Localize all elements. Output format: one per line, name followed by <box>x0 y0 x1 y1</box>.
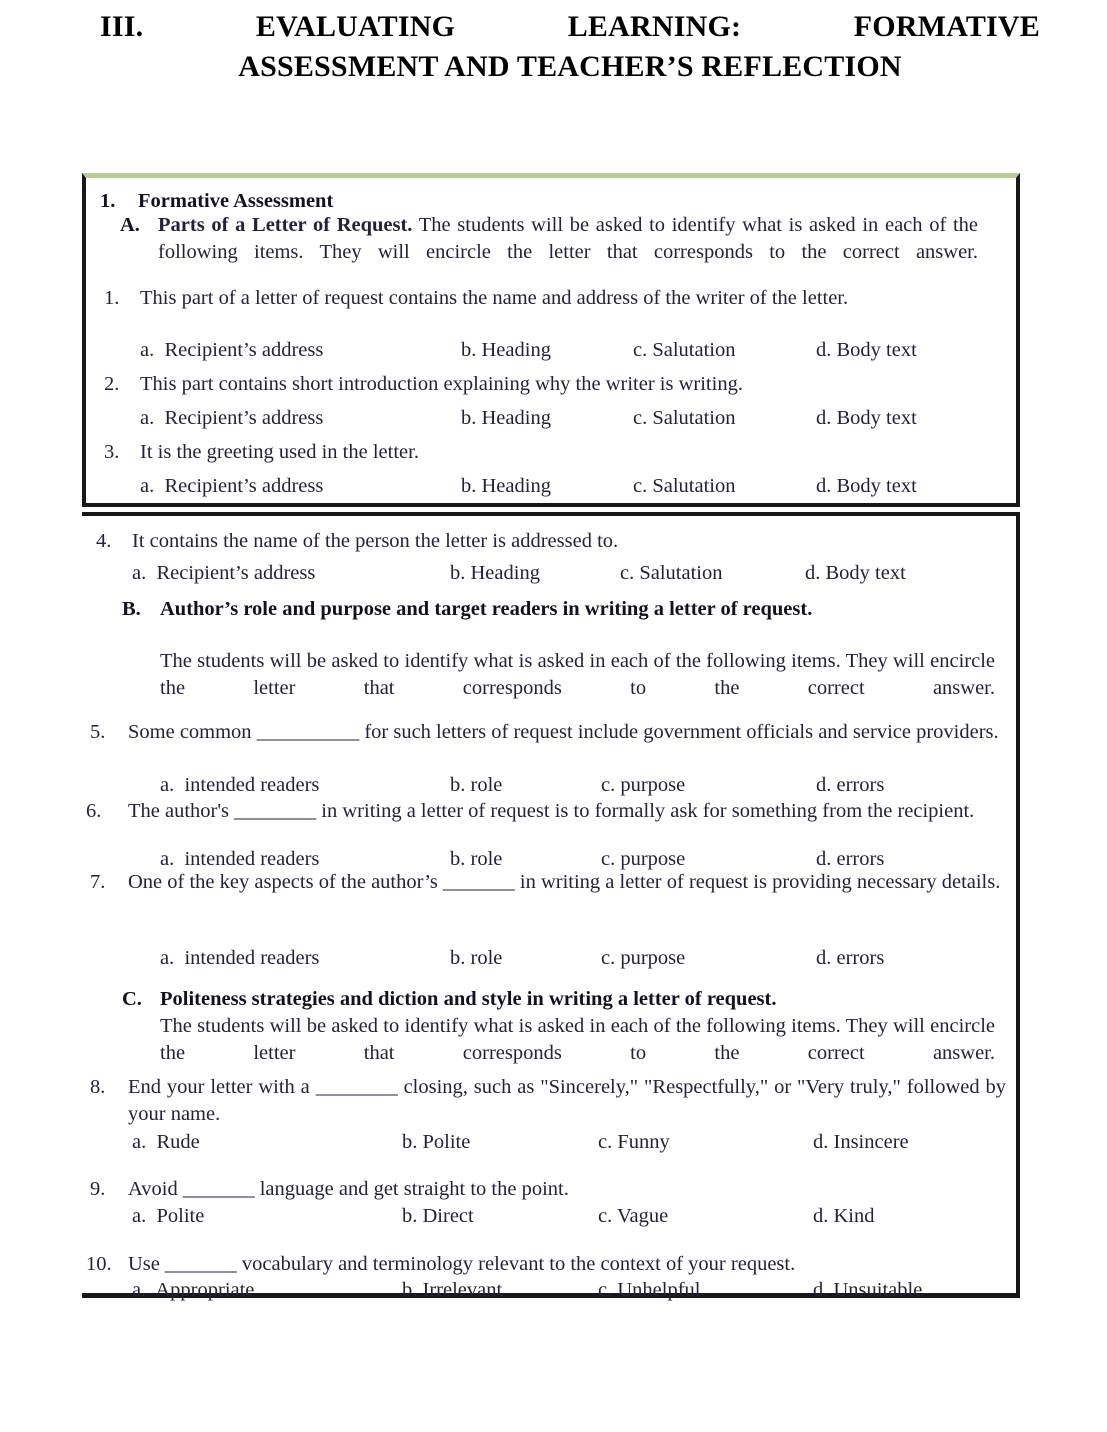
item-10-blank[interactable]: _______ <box>165 1253 237 1275</box>
item-6-text <box>128 798 1006 825</box>
item-2-number: 2. <box>104 373 120 395</box>
item-5-blank[interactable]: __________ <box>256 721 360 743</box>
part-c-instructions: The students will be asked to identify what is asked in each of the following items. They will encircle the letter that corresponds to the correct answer. <box>160 1015 995 1064</box>
item-7-option-d[interactable]: d. errors <box>816 947 885 969</box>
item-6-text-after: in writing a letter of request is to formally ask for something from the recipient. <box>321 800 975 822</box>
item-9-text-after: language and get straight to the point. <box>259 1178 569 1200</box>
item-7-option-c[interactable]: c. purpose <box>601 947 686 969</box>
part-b-letter: B. <box>122 598 141 620</box>
item-6-option-c[interactable]: c. purpose <box>601 848 686 870</box>
item-4-option-c[interactable]: c. Salutation <box>620 562 723 584</box>
item-5-text <box>128 719 1006 746</box>
part-a-heading-and-instructions <box>158 212 978 265</box>
item-7-text-after: in writing a letter of request is providing necessary details. <box>519 871 1001 893</box>
item-5-text-before: Some common <box>128 721 252 743</box>
item-6-blank[interactable]: ________ <box>234 800 317 822</box>
item-10-option-a[interactable]: a. Appropriate <box>132 1279 255 1301</box>
item-5-option-c[interactable]: c. purpose <box>601 774 686 796</box>
item-2-text: This part contains short introduction explaining why the writer is writing. <box>140 373 743 395</box>
item-8-option-c[interactable]: c. Funny <box>598 1131 670 1153</box>
item-3-option-a[interactable]: a. Recipient’s address <box>140 475 324 497</box>
item-8-option-d[interactable]: d. Insincere <box>813 1131 909 1153</box>
item-8-blank[interactable]: ________ <box>315 1076 398 1098</box>
item-1-option-a[interactable]: a. Recipient’s address <box>140 339 324 361</box>
item-4-option-a[interactable]: a. Recipient’s address <box>132 562 316 584</box>
item-6-text-before: The author's <box>128 800 230 822</box>
page-title-line-2: ASSESSMENT AND TEACHER’S REFLECTION <box>238 50 902 84</box>
item-9-blank[interactable]: _______ <box>182 1178 255 1200</box>
item-10-option-d[interactable]: d. Unsuitable <box>813 1279 923 1301</box>
item-10-text <box>128 1251 1018 1278</box>
formative-assessment-box-parts-b-c <box>82 512 1020 1301</box>
item-6-number: 6. <box>86 800 102 822</box>
item-7-blank[interactable]: _______ <box>443 871 515 893</box>
item-10-text-before: Use <box>128 1253 160 1275</box>
part-a-title: Parts of a Letter of Request. <box>158 214 413 236</box>
item-5-text-after: for such letters of request include government officials and service providers. <box>364 721 999 743</box>
part-c-title: Politeness strategies and diction and style in writing a letter of request. <box>160 988 777 1010</box>
item-4-option-b[interactable]: b. Heading <box>450 562 540 584</box>
item-2-option-c[interactable]: c. Salutation <box>633 407 736 429</box>
item-9-option-b[interactable]: b. Direct <box>402 1205 474 1227</box>
item-5-option-a[interactable]: a. intended readers <box>160 774 320 796</box>
item-7-option-b[interactable]: b. role <box>450 947 503 969</box>
item-9-text-before: Avoid <box>128 1178 178 1200</box>
part-b-instructions: The students will be asked to identify what is asked in each of the following items. They will encircle the letter that corresponds to the correct answer. <box>160 650 995 699</box>
part-c-letter: C. <box>122 988 142 1010</box>
item-6-option-d[interactable]: d. errors <box>816 848 885 870</box>
item-5-option-b[interactable]: b. role <box>450 774 503 796</box>
item-7-number: 7. <box>90 871 106 893</box>
item-3-option-d[interactable]: d. Body text <box>816 475 917 497</box>
item-1-text: This part of a letter of request contains the name and address of the writer of the letter. <box>140 287 849 309</box>
part-a-letter: A. <box>120 214 140 236</box>
item-8-text <box>128 1074 1006 1127</box>
part-a-instructions: The students will be asked to identify what is asked in each of the following items. They will encircle the letter that corresponds to the correct answer. <box>158 214 978 263</box>
item-8-option-b[interactable]: b. Polite <box>402 1131 471 1153</box>
item-9-text <box>128 1176 1006 1203</box>
item-2-option-a[interactable]: a. Recipient’s address <box>140 407 324 429</box>
item-6-option-a[interactable]: a. intended readers <box>160 848 320 870</box>
item-6-option-b[interactable]: b. role <box>450 848 503 870</box>
item-5-option-d[interactable]: d. errors <box>816 774 885 796</box>
formative-assessment-box-part-a <box>82 173 1020 507</box>
item-8-number: 8. <box>90 1076 106 1098</box>
item-8-text-before: End your letter with a <box>128 1076 310 1098</box>
item-9-number: 9. <box>90 1178 106 1200</box>
item-7-text-before: One of the key aspects of the author’s <box>128 871 438 893</box>
item-7-option-a[interactable]: a. intended readers <box>160 947 320 969</box>
item-8-option-a[interactable]: a. Rude <box>132 1131 200 1153</box>
page-title-line-1: III. EVALUATING LEARNING: FORMATIVE <box>100 10 1040 43</box>
section-number-1: 1. <box>100 190 116 212</box>
item-5-number: 5. <box>90 721 106 743</box>
item-9-option-c[interactable]: c. Vague <box>598 1205 669 1227</box>
item-9-option-d[interactable]: d. Kind <box>813 1205 875 1227</box>
item-1-number: 1. <box>104 287 120 309</box>
item-10-text-after: vocabulary and terminology relevant to the context of your request. <box>241 1253 796 1275</box>
item-9-option-a[interactable]: a. Polite <box>132 1205 205 1227</box>
item-2-option-d[interactable]: d. Body text <box>816 407 917 429</box>
item-3-number: 3. <box>104 441 120 463</box>
item-1-option-c[interactable]: c. Salutation <box>633 339 736 361</box>
item-3-option-b[interactable]: b. Heading <box>461 475 551 497</box>
item-10-option-b[interactable]: b. Irrelevant <box>402 1279 503 1301</box>
item-4-text: It contains the name of the person the letter is addressed to. <box>132 530 619 552</box>
item-1-option-d[interactable]: d. Body text <box>816 339 917 361</box>
part-b-title: Author’s role and purpose and target readers in writing a letter of request. <box>160 598 813 620</box>
item-4-option-d[interactable]: d. Body text <box>805 562 906 584</box>
item-2-option-b[interactable]: b. Heading <box>461 407 551 429</box>
item-4-number: 4. <box>96 530 112 552</box>
item-3-option-c[interactable]: c. Salutation <box>633 475 736 497</box>
item-3-text: It is the greeting used in the letter. <box>140 441 419 463</box>
item-10-option-c[interactable]: c. Unhelpful <box>598 1279 701 1301</box>
section-title-formative-assessment: Formative Assessment <box>138 190 334 212</box>
item-8-text-after: closing, such as "Sincerely," "Respectfully," or "Very truly," followed by your name. <box>128 1076 1007 1125</box>
item-10-number: 10. <box>86 1253 112 1275</box>
page-title <box>100 8 1040 87</box>
item-7-text <box>128 869 1006 896</box>
item-1-option-b[interactable]: b. Heading <box>461 339 551 361</box>
